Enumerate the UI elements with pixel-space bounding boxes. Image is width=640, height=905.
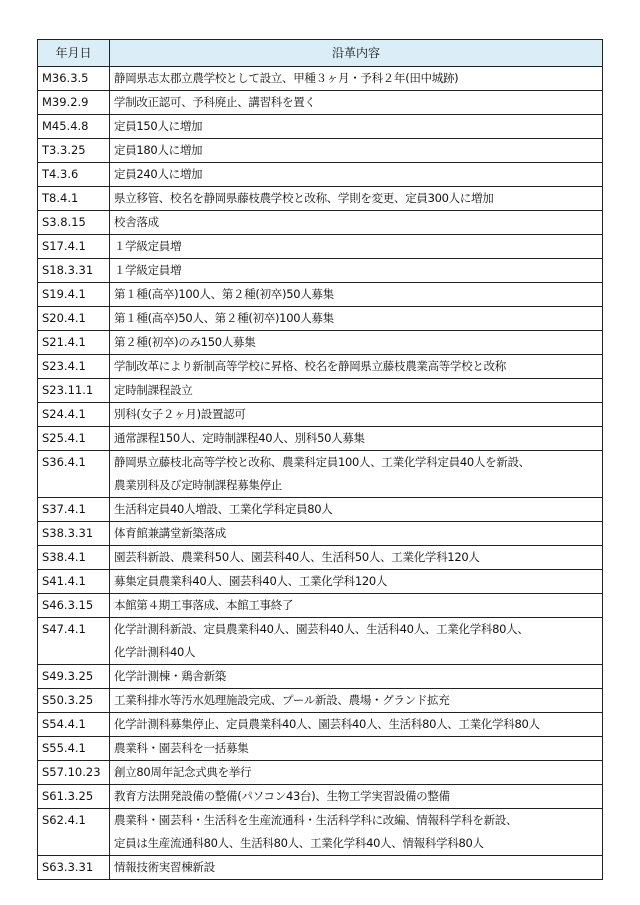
row-date: S24.4.1 (38, 403, 110, 427)
row-content: 教育方法開発設備の整備(パソコン43台)、生物工学実習設備の整備 (110, 785, 603, 809)
row-date: M39.2.9 (38, 91, 110, 115)
row-content: 化学計測科募集停止、定員農業科40人、園芸科40人、生活科80人、工業化学科80人 (110, 713, 603, 737)
header-row (38, 40, 603, 67)
row-date: M45.4.8 (38, 115, 110, 139)
row-date: S17.4.1 (38, 235, 110, 259)
row-content: 情報技術実習棟新設 (110, 856, 603, 880)
table-row (38, 139, 603, 163)
table-row (38, 785, 603, 809)
table-row (38, 307, 603, 331)
row-content: １学級定員増 (110, 259, 603, 283)
table-row (38, 211, 603, 235)
row-content: 静岡県立藤枝北高等学校と改称、農業科定員100人、工業化学科定員40人を新設、 農業別科及び定時制課程募集停止 (110, 451, 603, 498)
row-content: 第１種(高卒)100人、第２種(初卒)50人募集 (110, 283, 603, 307)
table-row (38, 665, 603, 689)
history-table (37, 39, 603, 880)
row-date: T4.3.6 (38, 163, 110, 187)
table-row (38, 331, 603, 355)
row-content: 園芸科新設、農業科50人、園芸科40人、生活科50人、工業化学科120人 (110, 546, 603, 570)
row-date: S25.4.1 (38, 427, 110, 451)
row-date: M36.3.5 (38, 67, 110, 91)
row-date: S47.4.1 (38, 618, 110, 665)
row-date: S20.4.1 (38, 307, 110, 331)
row-date: S50.3.25 (38, 689, 110, 713)
row-date: S49.3.25 (38, 665, 110, 689)
row-content: 工業科排水等汚水処理施設完成、プール新設、農場・グランド拡充 (110, 689, 603, 713)
table-row (38, 259, 603, 283)
table-row (38, 618, 603, 665)
row-date: S23.4.1 (38, 355, 110, 379)
row-content: 定員240人に増加 (110, 163, 603, 187)
row-date: S38.3.31 (38, 522, 110, 546)
row-content: 化学計測科新設、定員農業科40人、園芸科40人、生活科40人、工業化学科80人、 化学計測科40人 (110, 618, 603, 665)
row-content: 農業科・園芸科・生活科を生産流通科・生活科学科に改編、情報科学科を新設、 定員は生産流通科80人、生活科80人、工業化学科40人、情報科学科80人 (110, 809, 603, 856)
table-row (38, 546, 603, 570)
table-row (38, 809, 603, 856)
table-row (38, 856, 603, 880)
table-row (38, 570, 603, 594)
row-date: S36.4.1 (38, 451, 110, 498)
row-content: 通常課程150人、定時制課程40人、別科50人募集 (110, 427, 603, 451)
row-date: S46.3.15 (38, 594, 110, 618)
row-date: S41.4.1 (38, 570, 110, 594)
row-date: S21.4.1 (38, 331, 110, 355)
row-content: １学級定員増 (110, 235, 603, 259)
history-rows (38, 67, 603, 880)
table-row (38, 498, 603, 522)
row-content: 農業科・園芸科を一括募集 (110, 737, 603, 761)
table-row (38, 689, 603, 713)
row-content: 本館第４期工事落成、本館工事終了 (110, 594, 603, 618)
row-content: 体育館兼講堂新築落成 (110, 522, 603, 546)
row-date: S57.10.23 (38, 761, 110, 785)
row-date: S37.4.1 (38, 498, 110, 522)
row-date: S3.8.15 (38, 211, 110, 235)
row-content: 別科(女子２ヶ月)設置認可 (110, 403, 603, 427)
table-row (38, 235, 603, 259)
row-date: S54.4.1 (38, 713, 110, 737)
header-content: 沿革内容 (110, 40, 603, 67)
table-row (38, 187, 603, 211)
row-date: S62.4.1 (38, 809, 110, 856)
row-content: 定員150人に増加 (110, 115, 603, 139)
table-row (38, 761, 603, 785)
row-content: 静岡県志太郡立農学校として設立、甲種３ヶ月・予科２年(田中城跡) (110, 67, 603, 91)
row-content: 第２種(初卒)のみ150人募集 (110, 331, 603, 355)
row-date: S19.4.1 (38, 283, 110, 307)
table-row (38, 91, 603, 115)
table-row (38, 379, 603, 403)
header-date: 年月日 (38, 40, 110, 67)
row-date: T3.3.25 (38, 139, 110, 163)
row-date: S23.11.1 (38, 379, 110, 403)
row-content: 生活科定員40人増設、工業化学科定員80人 (110, 498, 603, 522)
row-content: 定員180人に増加 (110, 139, 603, 163)
table-row (38, 355, 603, 379)
row-content: 校舎落成 (110, 211, 603, 235)
table-row (38, 67, 603, 91)
row-content: 定時制課程設立 (110, 379, 603, 403)
table-row (38, 163, 603, 187)
table-row (38, 427, 603, 451)
row-content: 創立80周年記念式典を挙行 (110, 761, 603, 785)
row-content: 学制改正認可、予科廃止、講習科を置く (110, 91, 603, 115)
row-date: T8.4.1 (38, 187, 110, 211)
row-date: S18.3.31 (38, 259, 110, 283)
table-row (38, 115, 603, 139)
row-content: 第１種(高卒)50人、第２種(初卒)100人募集 (110, 307, 603, 331)
row-content: 募集定員農業科40人、園芸科40人、工業化学科120人 (110, 570, 603, 594)
table-row (38, 403, 603, 427)
table-row (38, 737, 603, 761)
row-date: S63.3.31 (38, 856, 110, 880)
row-date: S61.3.25 (38, 785, 110, 809)
row-date: S55.4.1 (38, 737, 110, 761)
table-row (38, 713, 603, 737)
table-row (38, 594, 603, 618)
table-row (38, 451, 603, 498)
table-row (38, 283, 603, 307)
row-content: 県立移管、校名を静岡県藤枝農学校と改称、学則を変更、定員300人に増加 (110, 187, 603, 211)
row-content: 化学計測棟・鶏舎新築 (110, 665, 603, 689)
table-row (38, 522, 603, 546)
row-content: 学制改革により新制高等学校に昇格、校名を静岡県立藤枝農業高等学校と改称 (110, 355, 603, 379)
row-date: S38.4.1 (38, 546, 110, 570)
